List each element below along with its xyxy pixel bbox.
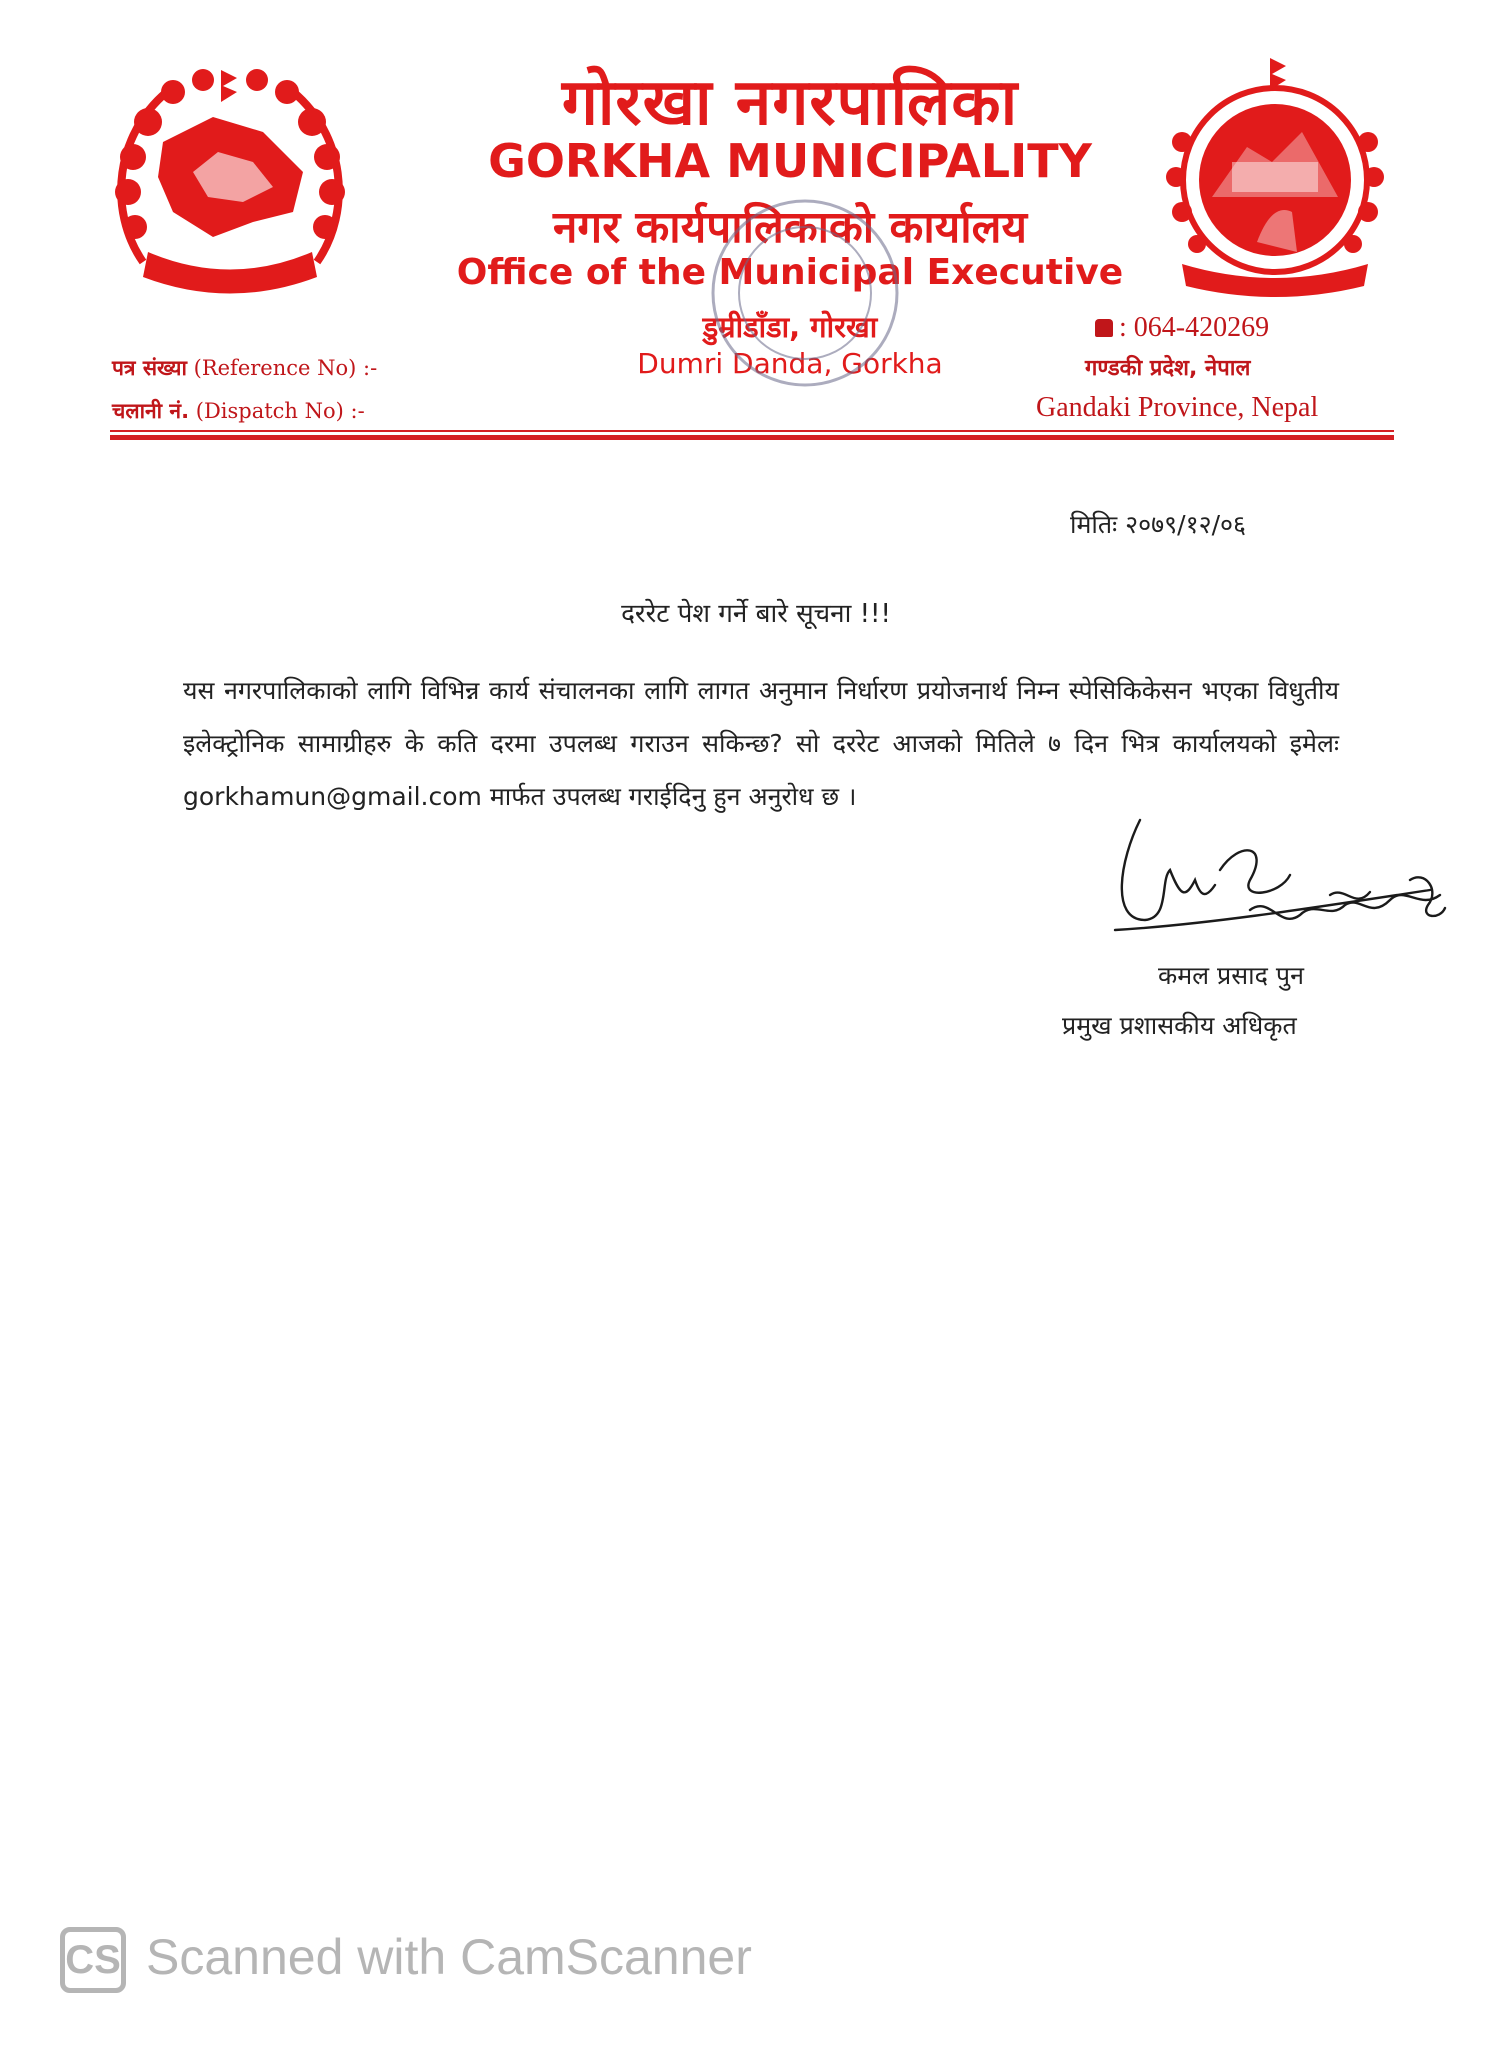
phone-number [1095, 312, 1352, 344]
telephone-icon [1095, 319, 1113, 337]
municipality-title-en: GORKHA MUNICIPALITY [488, 134, 1092, 188]
office-title-ne: नगर कार्यपालिकाको कार्यालय [553, 202, 1027, 253]
letter-date: मितिः २०७९/१२/०६ [1070, 510, 1246, 539]
address-en: Dumri Danda, Gorkha [637, 347, 943, 380]
camscanner-logo-icon: CS [60, 1927, 126, 1993]
camscanner-watermark: Scanned with CamScanner [146, 1929, 752, 1985]
phone-text: : 064-420269 [1119, 312, 1270, 343]
municipality-title-ne: गोरखा नगरपालिका [561, 66, 1019, 140]
dispatch-no [112, 397, 365, 425]
reference-label-ne: पत्र संख्या [112, 356, 187, 380]
reference-no [112, 354, 377, 382]
dispatch-label-en: (Dispatch No) :- [195, 399, 365, 423]
province-en: Gandaki Province, Nepal [1036, 392, 1319, 423]
signatory-name: कमल प्रसाद पुन [1158, 961, 1304, 990]
handwritten-signature [1100, 800, 1450, 975]
address-ne: डुम्रीडाँडा, गोरखा [702, 310, 878, 344]
office-title-en: Office of the Municipal Executive [456, 252, 1124, 293]
letter-body: यस नगरपालिकाको लागि विभिन्न कार्य संचालनका लागि लागत अनुमान निर्धारण प्रयोजनार्थ निम्न स्पेसिकिकेसन भएका विधुतीय इलेक्ट्रोनिक सामाग्रीहरु के कति दरमा उपलब्ध गराउन सकिन्छ? सो दररेट आजको मितिले ७ दिन भित्र कार्यालयको इमेलः gorkhamun@gmail.com मार्फत उपलब्ध गराईदिनु हुन अनुरोध छ । [183, 676, 1339, 811]
dispatch-label-ne: चलानी नं. [112, 399, 190, 423]
reference-label-en: (Reference No) :- [193, 356, 378, 380]
letter-subject: दररेट पेश गर्ने बारे सूचना !!! [621, 599, 891, 629]
header-divider-thin [110, 430, 1394, 432]
signatory-title: प्रमुख प्रशासकीय अधिकृत [1062, 1011, 1297, 1040]
office-stamp [690, 188, 920, 398]
header-divider-thick [110, 435, 1394, 440]
province-ne: गण्डकी प्रदेश, नेपाल [1085, 356, 1251, 381]
